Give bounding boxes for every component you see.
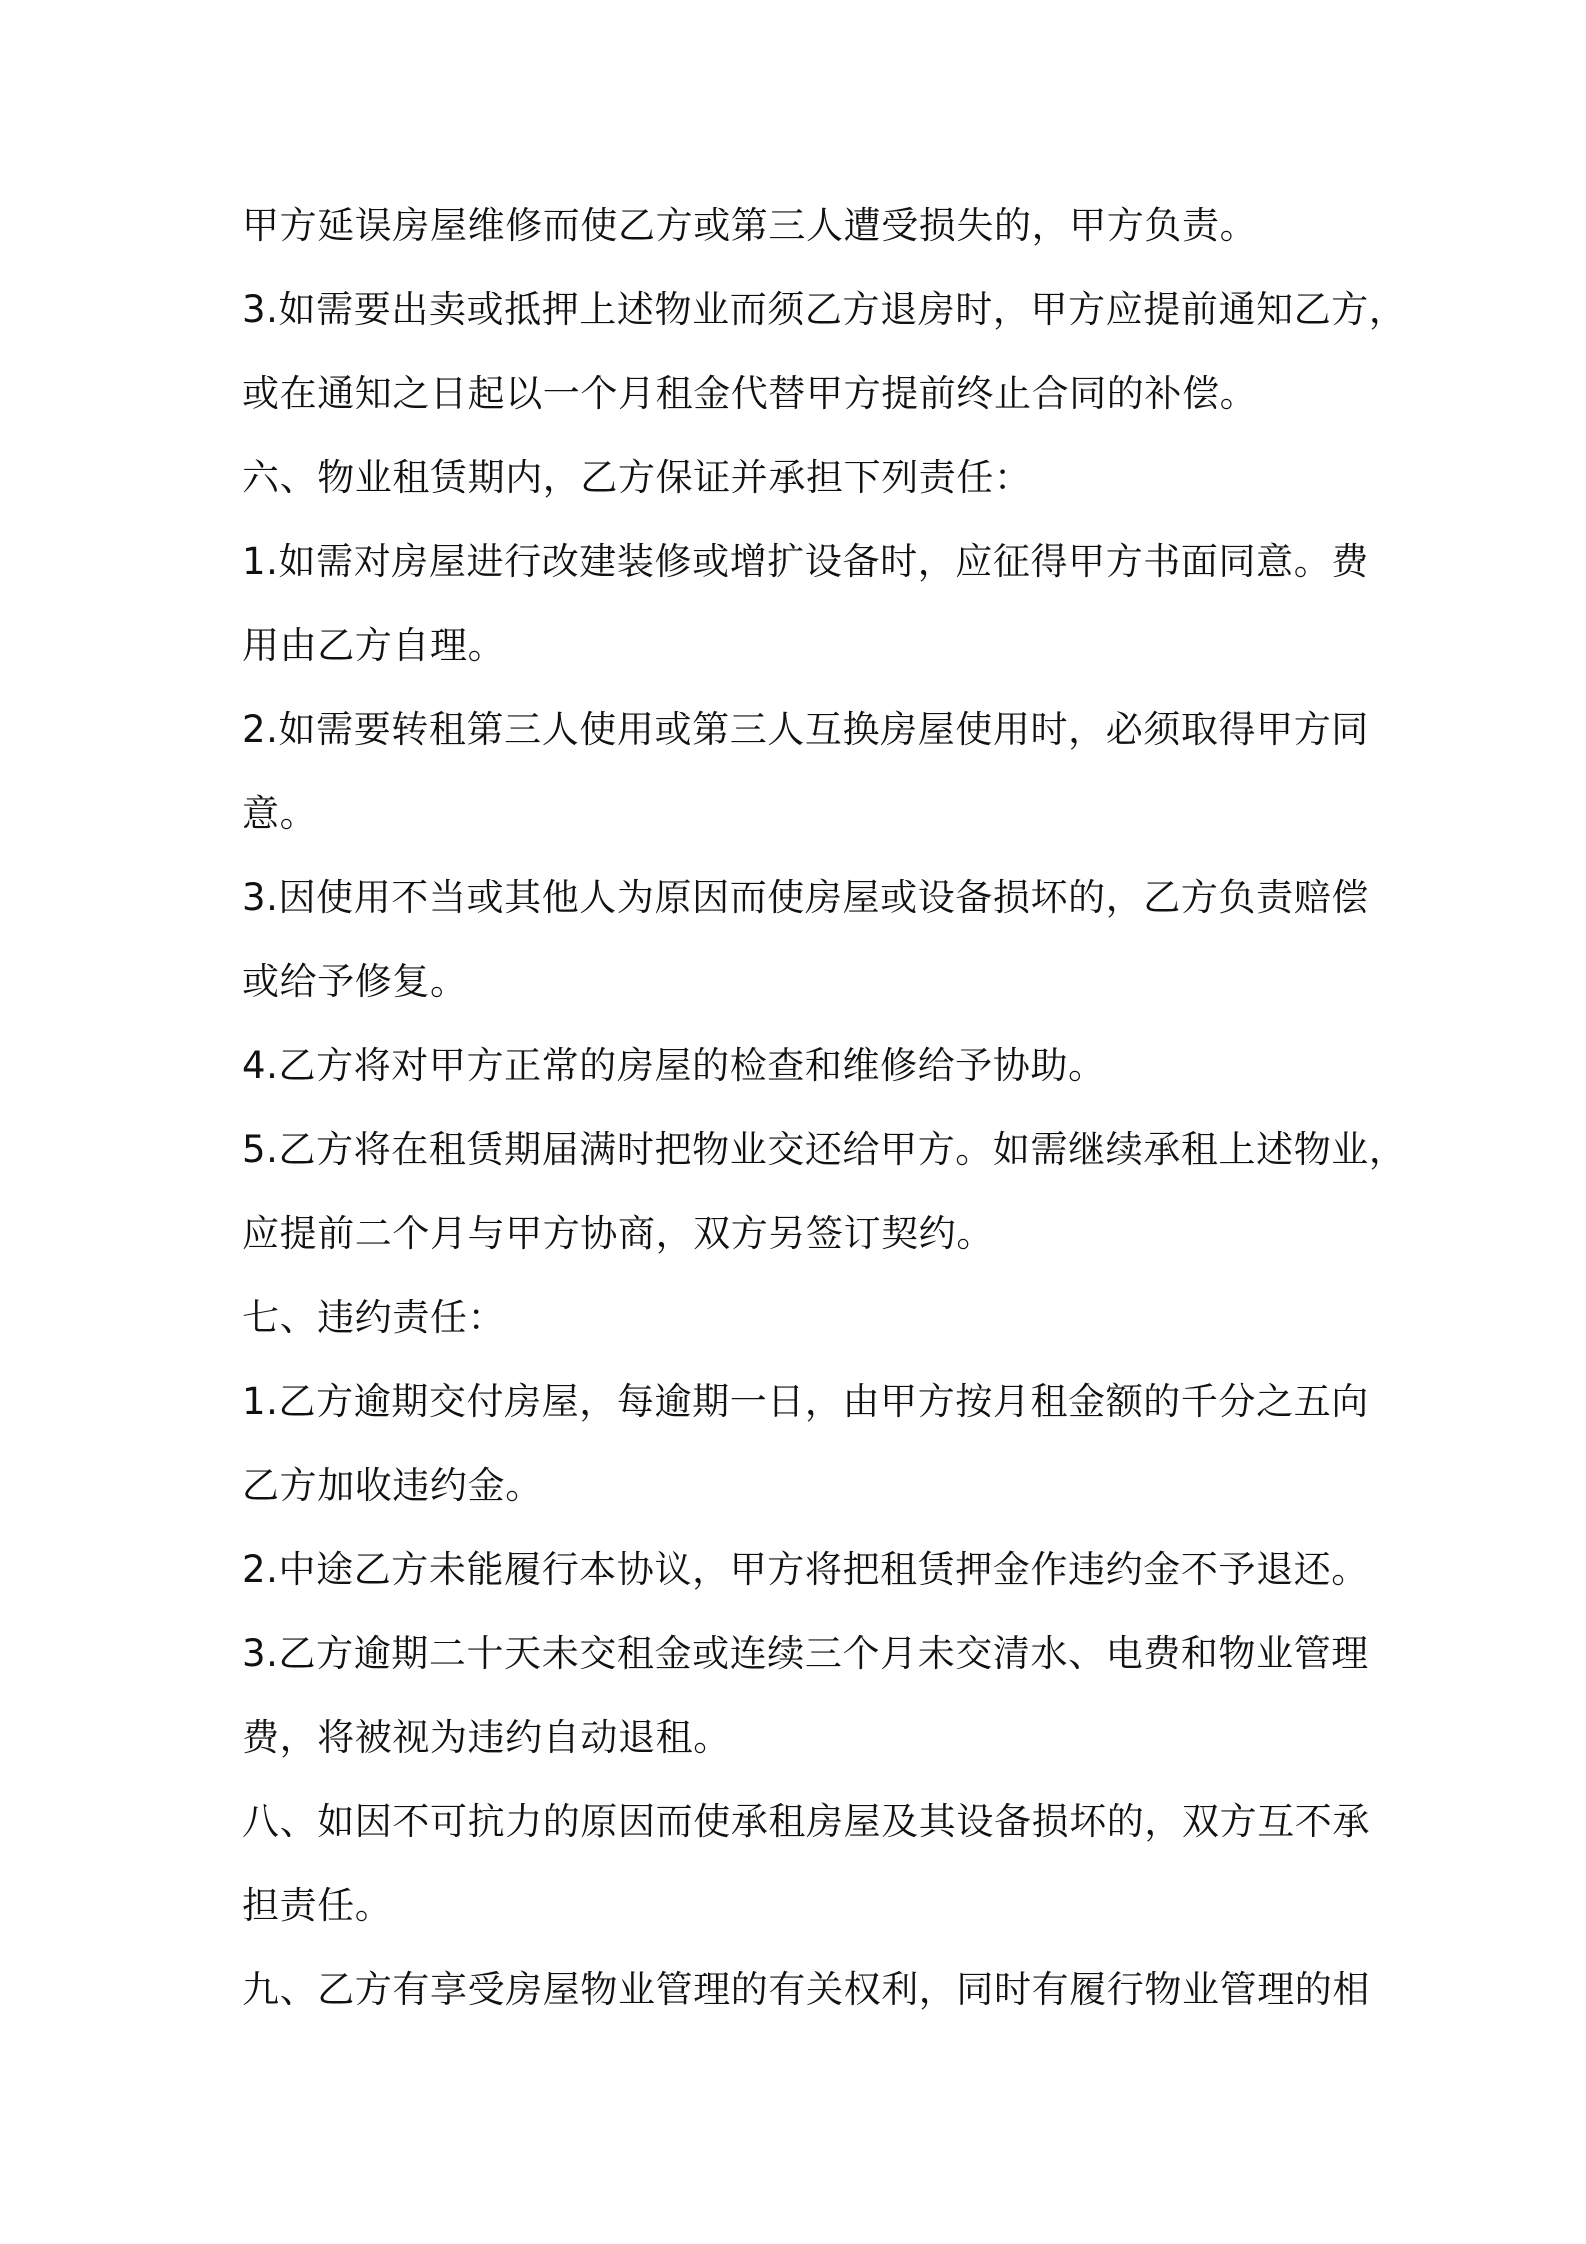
text-line: 5.乙方将在租赁期届满时把物业交还给甲方。如需继续承租上述物业，	[242, 1128, 1407, 1171]
text-line: 2.如需要转租第三人使用或第三人互换房屋使用时，必须取得甲方同	[242, 708, 1369, 751]
text-line: 用由乙方自理。	[242, 624, 506, 667]
text-line: 3.因使用不当或其他人为原因而使房屋或设备损坏的，乙方负责赔偿	[242, 876, 1369, 919]
text-line: 或在通知之日起以一个月租金代替甲方提前终止合同的补偿。	[242, 372, 1258, 415]
text-line: 费，将被视为违约自动退租。	[242, 1716, 731, 1759]
section-heading-7: 七、违约责任：	[242, 1296, 506, 1339]
section-heading-6: 六、物业租赁期内，乙方保证并承担下列责任：	[242, 456, 1032, 499]
text-line: 1.乙方逾期交付房屋，每逾期一日，由甲方按月租金额的千分之五向	[242, 1380, 1369, 1423]
text-line: 3.如需要出卖或抵押上述物业而须乙方退房时，甲方应提前通知乙方，	[242, 288, 1407, 331]
section-heading-8: 八、如因不可抗力的原因而使承租房屋及其设备损坏的，双方互不承	[242, 1800, 1370, 1843]
text-line: 2.中途乙方未能履行本协议，甲方将把租赁押金作违约金不予退还。	[242, 1548, 1369, 1591]
text-line: 1.如需对房屋进行改建装修或增扩设备时，应征得甲方书面同意。费	[242, 540, 1369, 583]
text-line: 3.乙方逾期二十天未交租金或连续三个月未交清水、电费和物业管理	[242, 1632, 1369, 1675]
text-line: 应提前二个月与甲方协商，双方另签订契约。	[242, 1212, 994, 1255]
text-line: 乙方加收违约金。	[242, 1464, 543, 1507]
text-line: 意。	[242, 792, 318, 835]
text-line: 甲方延误房屋维修而使乙方或第三人遭受损失的，甲方负责。	[242, 204, 1258, 247]
text-line: 或给予修复。	[242, 960, 468, 1003]
text-line: 担责任。	[242, 1884, 393, 1927]
section-heading-9: 九、乙方有享受房屋物业管理的有关权利，同时有履行物业管理的相	[242, 1968, 1370, 2011]
text-line: 4.乙方将对甲方正常的房屋的检查和维修给予协助。	[242, 1044, 1106, 1087]
